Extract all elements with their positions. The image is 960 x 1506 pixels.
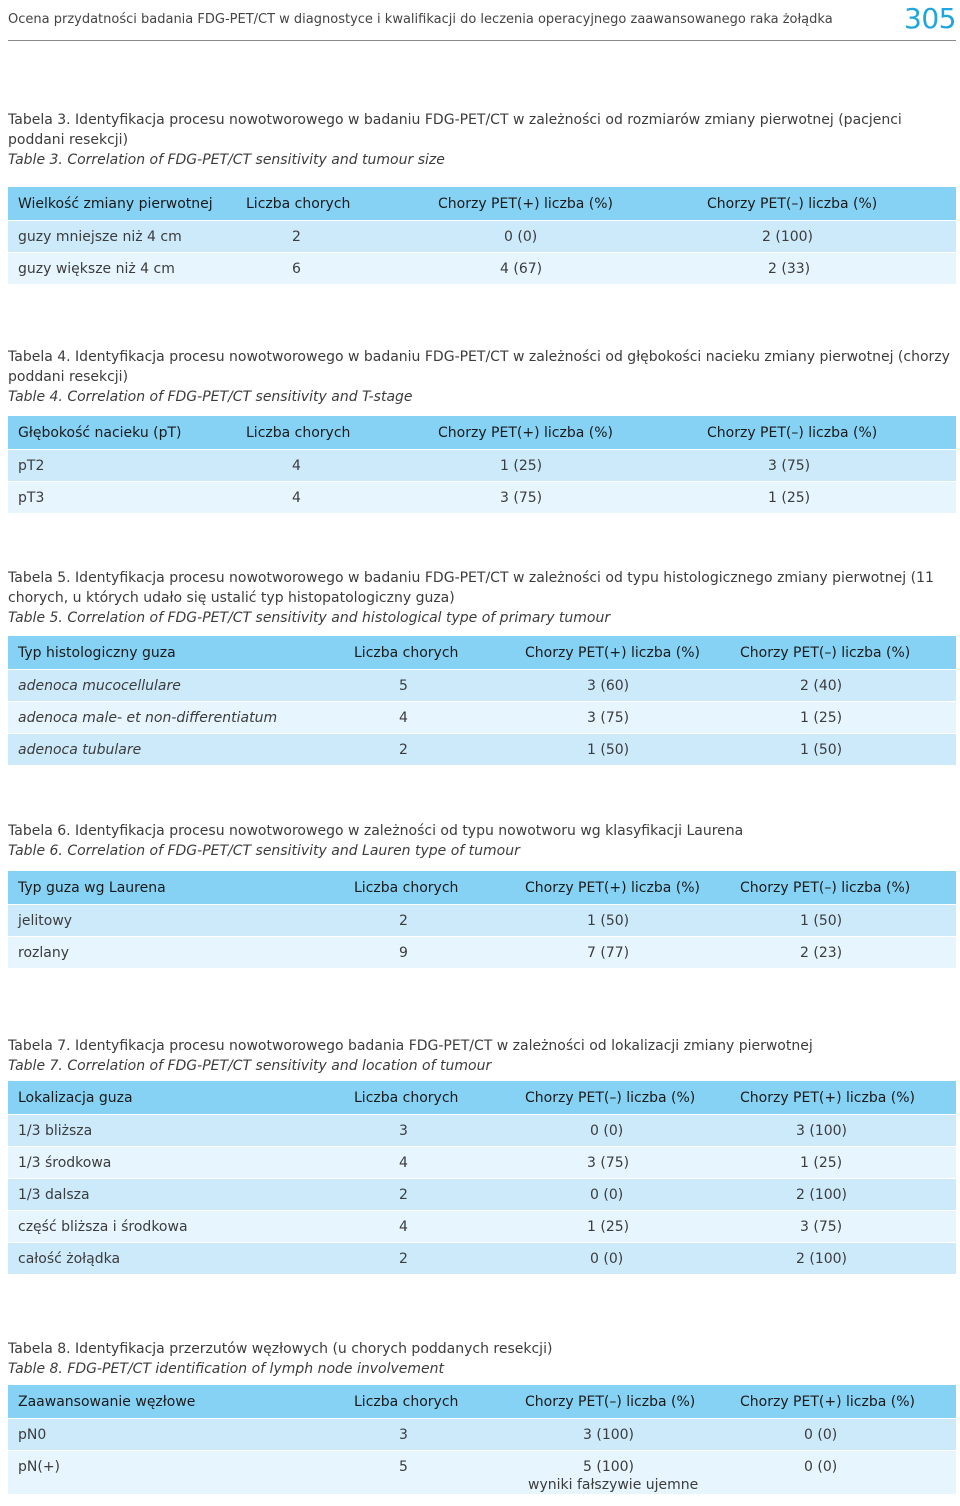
table-cell: 2 xyxy=(292,229,301,245)
table-cell: 2 (100) xyxy=(796,1251,848,1267)
column-header: Chorzy PET(+) liczba (%) xyxy=(740,1394,915,1410)
table-cell: 1/3 bliższa xyxy=(18,1123,93,1139)
column-header: Liczba chorych xyxy=(246,425,351,441)
table-cell: 7 (77) xyxy=(587,945,630,961)
table-row xyxy=(8,937,956,969)
table-cell: 2 (23) xyxy=(800,945,843,961)
column-header: Chorzy PET(+) liczba (%) xyxy=(525,880,700,896)
table3 xyxy=(8,187,956,285)
table-cell: 3 (75) xyxy=(587,710,630,726)
table4-caption-pl: Tabela 4. Identyfikacja procesu nowotworowego w badaniu FDG-PET/CT w zależności od głębokości nacieku zmiany pierwotnej (chorzy poddani resekcji) xyxy=(8,349,950,385)
table-cell: 0 (0) xyxy=(504,229,538,245)
column-header: Typ guza wg Laurena xyxy=(18,880,166,896)
table6 xyxy=(8,871,956,969)
running-title: Ocena przydatności badania FDG-PET/CT w diagnostyce i kwalifikacji do leczenia operacyjnego zaawansowanego raka żołądka xyxy=(8,12,833,27)
table-cell: 3 xyxy=(399,1123,408,1139)
table-cell: 1 (25) xyxy=(800,1155,843,1171)
table-cell: 1 (25) xyxy=(768,490,811,506)
table-row xyxy=(8,1147,956,1179)
column-header: Chorzy PET(–) liczba (%) xyxy=(740,880,911,896)
page-header xyxy=(8,0,956,41)
table-cell: 5 xyxy=(399,678,408,694)
table-row xyxy=(8,905,956,937)
table-cell: pN0 xyxy=(18,1427,47,1443)
table-cell: 1 (25) xyxy=(587,1219,630,1235)
table-cell: 1 (50) xyxy=(800,742,843,758)
table-cell: 0 (0) xyxy=(804,1427,838,1443)
table-cell: 2 (40) xyxy=(800,678,843,694)
table-cell: 2 (33) xyxy=(768,261,811,277)
table5 xyxy=(8,636,956,766)
table-row xyxy=(8,670,956,702)
table4-caption-en: Table 4. Correlation of FDG-PET/CT sensitivity and T-stage xyxy=(8,389,413,405)
page-number: 305 xyxy=(904,2,956,35)
table-cell: 0 (0) xyxy=(590,1187,624,1203)
table-row xyxy=(8,450,956,482)
table5-caption-pl: Tabela 5. Identyfikacja procesu nowotworowego w badaniu FDG-PET/CT w zależności od typu histologicznego zmiany pierwotnej (11 chorych, u których udało się ustalić typ histopatologiczny guza) xyxy=(8,570,934,606)
column-header: Liczba chorych xyxy=(246,196,351,212)
table-cell: 1 (50) xyxy=(587,913,630,929)
column-header: Chorzy PET(–) liczba (%) xyxy=(707,196,878,212)
column-header: Chorzy PET(+) liczba (%) xyxy=(438,425,613,441)
table-row xyxy=(8,1179,956,1211)
table-cell: 5 (100) xyxy=(583,1459,635,1475)
table-cell: 9 xyxy=(399,945,408,961)
table7-caption-en: Table 7. Correlation of FDG-PET/CT sensitivity and location of tumour xyxy=(8,1058,492,1074)
table-cell: całość żołądka xyxy=(18,1251,121,1267)
table-cell: jelitowy xyxy=(18,913,73,929)
table-cell: rozlany xyxy=(18,945,69,961)
table-cell: 4 xyxy=(399,710,408,726)
table-cell: 1 (25) xyxy=(800,710,843,726)
table-row xyxy=(8,1451,956,1495)
table-header-row xyxy=(8,636,956,670)
table-cell: 2 (100) xyxy=(762,229,814,245)
table-header-row xyxy=(8,1081,956,1115)
table-header-row xyxy=(8,1385,956,1419)
false-negative-note: wyniki fałszywie ujemne xyxy=(528,1477,699,1493)
column-header: Głębokość nacieku (pT) xyxy=(18,425,182,441)
table-cell: 3 (75) xyxy=(768,458,811,474)
table4 xyxy=(8,416,956,514)
table-cell: 3 (100) xyxy=(796,1123,848,1139)
table-cell: 3 (100) xyxy=(583,1427,635,1443)
column-header: Liczba chorych xyxy=(354,880,459,896)
table-cell: guzy większe niż 4 cm xyxy=(18,261,175,277)
column-header: Lokalizacja guza xyxy=(18,1090,133,1106)
table-cell: 1/3 środkowa xyxy=(18,1155,112,1171)
table7-caption xyxy=(8,1036,954,1076)
table-cell: pT2 xyxy=(18,458,45,474)
table-cell: 3 (75) xyxy=(587,1155,630,1171)
column-header: Zaawansowanie węzłowe xyxy=(18,1394,196,1410)
table-cell: 2 xyxy=(399,913,408,929)
table-cell: 2 xyxy=(399,742,408,758)
table-cell: 1 (50) xyxy=(800,913,843,929)
table-cell: 6 xyxy=(292,261,301,277)
table-cell: 1/3 dalsza xyxy=(18,1187,90,1203)
table6-caption-en: Table 6. Correlation of FDG-PET/CT sensitivity and Lauren type of tumour xyxy=(8,843,520,859)
table-cell: pT3 xyxy=(18,490,45,506)
table4-caption xyxy=(8,347,954,407)
table6-caption xyxy=(8,821,954,861)
table-header-row xyxy=(8,871,956,905)
table-cell: 1 (50) xyxy=(587,742,630,758)
column-header: Liczba chorych xyxy=(354,1090,459,1106)
table-cell: 3 (75) xyxy=(800,1219,843,1235)
column-header: Liczba chorych xyxy=(354,1394,459,1410)
table-cell: adenoca tubulare xyxy=(18,742,142,758)
table8-caption-en: Table 8. FDG-PET/CT identification of lymph node involvement xyxy=(8,1361,444,1377)
column-header: Chorzy PET(–) liczba (%) xyxy=(525,1090,696,1106)
table-cell: 4 xyxy=(399,1155,408,1171)
table3-caption-en: Table 3. Correlation of FDG-PET/CT sensitivity and tumour size xyxy=(8,152,445,168)
column-header: Chorzy PET(+) liczba (%) xyxy=(438,196,613,212)
table-cell: część bliższa i środkowa xyxy=(18,1219,188,1235)
table-row xyxy=(8,1419,956,1451)
table-cell: 4 xyxy=(292,490,301,506)
table-cell: 0 (0) xyxy=(590,1251,624,1267)
table-cell: adenoca male- et non-differentiatum xyxy=(18,710,278,726)
table-row xyxy=(8,253,956,285)
column-header: Chorzy PET(–) liczba (%) xyxy=(707,425,878,441)
table7 xyxy=(8,1081,956,1275)
table-cell: 4 xyxy=(399,1219,408,1235)
table-row xyxy=(8,1115,956,1147)
table3-caption-pl: Tabela 3. Identyfikacja procesu nowotworowego w badaniu FDG-PET/CT w zależności od rozmiarów zmiany pierwotnej (pacjenci poddani resekcji) xyxy=(8,112,902,148)
table7-caption-pl: Tabela 7. Identyfikacja procesu nowotworowego badania FDG-PET/CT w zależności od lokalizacji zmiany pierwotnej xyxy=(8,1038,813,1054)
table-cell: adenoca mucocellulare xyxy=(18,678,181,694)
table-cell: guzy mniejsze niż 4 cm xyxy=(18,229,182,245)
table-cell: 5 xyxy=(399,1459,408,1475)
table-row xyxy=(8,482,956,514)
column-header: Chorzy PET(+) liczba (%) xyxy=(525,645,700,661)
table-cell: 2 xyxy=(399,1251,408,1267)
table-cell: 2 (100) xyxy=(796,1187,848,1203)
table-row xyxy=(8,702,956,734)
column-header: Liczba chorych xyxy=(354,645,459,661)
table-row xyxy=(8,221,956,253)
table-cell: 4 xyxy=(292,458,301,474)
table-cell: pN(+) xyxy=(18,1459,61,1475)
table-cell: 1 (25) xyxy=(500,458,543,474)
table5-caption-en: Table 5. Correlation of FDG-PET/CT sensitivity and histological type of primary tumour xyxy=(8,610,611,626)
table5-caption xyxy=(8,568,954,628)
table-cell: 3 (60) xyxy=(587,678,630,694)
table8-caption-pl: Tabela 8. Identyfikacja przerzutów węzłowych (u chorych poddanych resekcji) xyxy=(8,1341,553,1357)
table8 xyxy=(8,1385,956,1495)
column-header: Typ histologiczny guza xyxy=(18,645,176,661)
column-header: Chorzy PET(+) liczba (%) xyxy=(740,1090,915,1106)
table-cell: 4 (67) xyxy=(500,261,543,277)
table-header-row xyxy=(8,187,956,221)
table8-caption xyxy=(8,1339,954,1379)
table-cell: 3 (75) xyxy=(500,490,543,506)
column-header: Chorzy PET(–) liczba (%) xyxy=(525,1394,696,1410)
table-cell: 3 xyxy=(399,1427,408,1443)
table-cell: 0 (0) xyxy=(590,1123,624,1139)
column-header: Wielkość zmiany pierwotnej xyxy=(18,196,213,212)
column-header: Chorzy PET(–) liczba (%) xyxy=(740,645,911,661)
table-header-row xyxy=(8,416,956,450)
table-cell: 2 xyxy=(399,1187,408,1203)
table-row xyxy=(8,1243,956,1275)
table6-caption-pl: Tabela 6. Identyfikacja procesu nowotworowego w zależności od typu nowotworu wg klasyfikacji Laurena xyxy=(8,823,744,839)
table3-caption xyxy=(8,110,954,170)
table-cell: 0 (0) xyxy=(804,1459,838,1475)
table-row xyxy=(8,1211,956,1243)
table-row xyxy=(8,734,956,766)
